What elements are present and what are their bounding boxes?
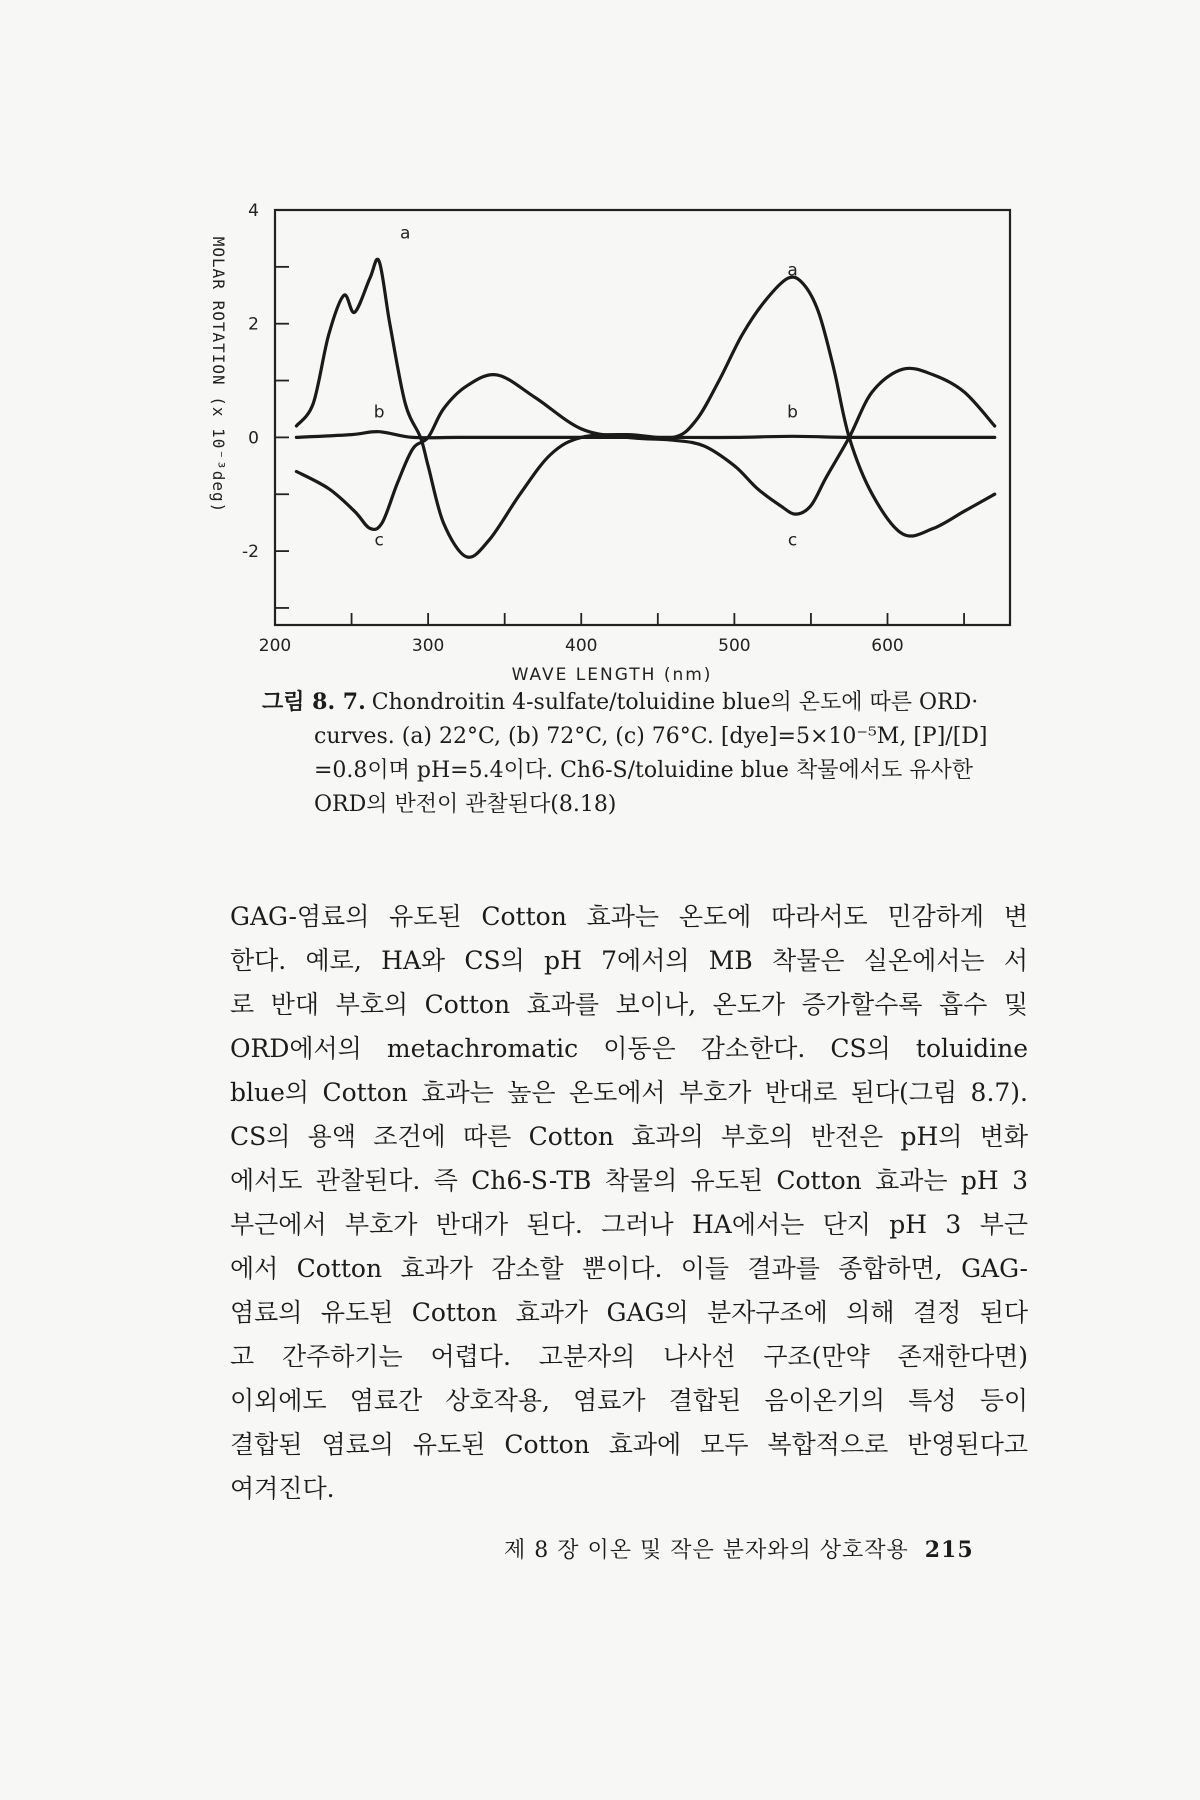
body-line: 염료의 유도된 Cotton 효과가 GAG의 분자구조에 의해 결정 된다 [230,1298,1028,1327]
body-line: GAG-염료의 유도된 Cotton 효과는 온도에 따라서도 민감하게 변 [230,902,1028,931]
caption-text: Chondroitin 4-sulfate/toluidine blue의 온도에 따른 ORD· [371,690,979,715]
curve-label: c [787,530,798,551]
body-line: 한다. 예로, HA와 CS의 pH 7에서의 MB 착물은 실온에서는 서 [230,946,1028,975]
body-line: blue의 Cotton 효과는 높은 온도에서 부호가 반대로 된다(그림 8.7). [230,1078,1028,1107]
x-tick-label: 600 [871,636,904,656]
body-paragraph [230,895,1028,1511]
body-line: 에서도 관찰된다. 즉 Ch6-S-TB 착물의 유도된 Cotton 효과는 pH 3 [230,1166,1028,1195]
caption-line: =0.8이며 pH=5.4이다. Ch6-S/toluidine blue 착물에서도 유사한 [314,758,973,783]
page-number: 215 [924,1537,974,1563]
caption-label: 그림 8. 7. [262,689,366,715]
figure-caption [262,685,1027,822]
caption-line: curves. (a) 22°C, (b) 72°C, (c) 76°C. [dye]=5×10⁻⁵M, [P]/[D] [314,724,988,749]
body-line: 부근에서 부호가 반대가 된다. 그러나 HA에서는 단지 pH 3 부근 [230,1210,1028,1239]
curve-label: b [373,402,385,423]
x-axis-label: WAVE LENGTH (nm) [511,665,713,685]
body-line: CS의 용액 조건에 따른 Cotton 효과의 부호의 반전은 pH의 변화 [230,1122,1028,1151]
body-line: ORD에서의 metachromatic 이동은 감소한다. CS의 toluidine [230,1034,1028,1063]
body-line: 에서 Cotton 효과가 감소할 뿐이다. 이들 결과를 종합하면, GAG- [230,1254,1028,1283]
body-line: 여겨진다. [230,1474,335,1503]
x-tick-label: 500 [718,636,751,656]
caption-line [262,685,1027,720]
body-line: 로 반대 부호의 Cotton 효과를 보이나, 온도가 증가할수록 흡수 및 [230,990,1028,1019]
running-footer [504,1533,1024,1564]
chapter-title: 제 8 장 이온 및 작은 분자와의 상호작용 [504,1538,909,1563]
body-line: 고 간주하기는 어렵다. 고분자의 나사선 구조(만약 존재한다면) [230,1342,1028,1371]
plot-frame [275,210,1010,625]
body-line: 이외에도 염료간 상호작용, 염료가 결합된 음이온기의 특성 등이 [230,1386,1028,1415]
curve-label: a [399,223,411,244]
ord-figure [195,200,1025,700]
body-line: 결합된 염료의 유도된 Cotton 효과에 모두 복합적으로 반영된다고 [230,1430,1028,1459]
x-tick-label: 400 [565,636,598,656]
x-tick-label: 200 [258,636,292,656]
curve-label: b [787,402,798,423]
y-axis-label: MOLAR ROTATION (x 10⁻³deg) [209,236,228,514]
ord-chart [195,200,1025,700]
curve-label: a [787,260,798,281]
y-tick-label: 4 [248,201,259,221]
y-tick-label: 2 [248,314,259,335]
series-line-a [296,259,994,557]
y-tick-label: 0 [248,428,259,449]
curve-label: c [374,530,384,551]
x-tick-label: 300 [411,636,445,656]
caption-line: ORD의 반전이 관찰된다(8.18) [314,792,617,817]
y-tick-label: -2 [242,542,259,563]
